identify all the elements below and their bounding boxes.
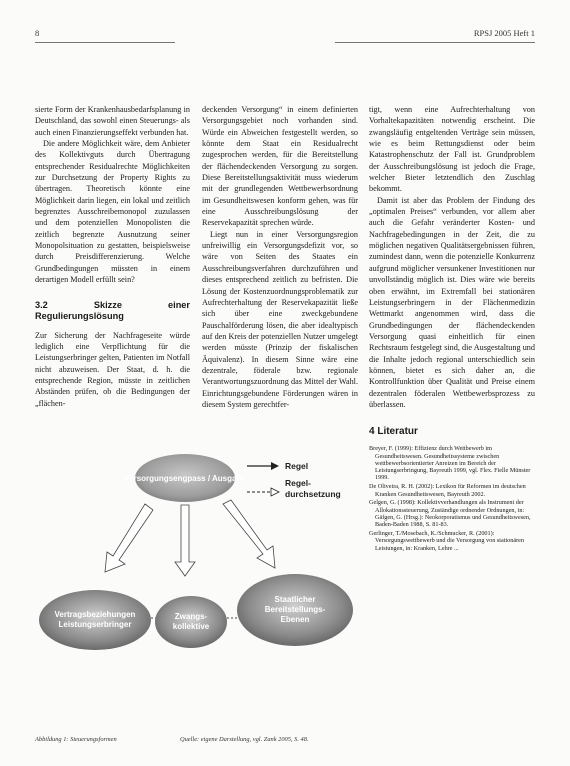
text-column-3 [369,104,535,553]
legend-enforcement-arrowhead [271,488,279,496]
header-rule-left [35,42,175,43]
node-staatlicher-label-3: Ebenen [280,615,310,624]
arrow-to-middle [175,505,195,576]
text-column-1 [35,104,190,409]
text-column-2 [202,104,358,410]
node-zwangskollektive-label-2: kollektive [172,622,210,631]
reference-entry: Gerlinger, T./Mosebach, K./Schmucker, R. (2001): Versorgungswettbewerb und die Versorgung von stationären Leistungen, in: Kranken, Lehre ... [369,530,524,552]
node-zwangskollektive-label-1: Zwangs- [174,612,208,621]
legend-enforcement-label-2: durchsetzung [285,489,341,499]
page-number: 8 [35,28,40,38]
header-rule-right [335,42,535,43]
paragraph: Liegt nun in einer Versorgungsregion unfreiwillig ein Versorgungsdefizit vor, so wäre von Seiten des Staates ein Ausschreibungsverfahren durchzuführen und dieses entsprechend zeitlich zu befristen. Die Lösung der Kostenzuordnungsproblematik zur Aufrechterhaltung der Reservekapazität ließe sich über eine zweckgebundene Pauschalförderung lösen, die aber idealtypisch auf den Kreis der potenziellen Nutzer umgelegt werden müsste (Prinzip der fiskalischen Äquivalenz). In diesem Sinne wäre eine dezentrale, föderale bzw. regionale Verantwortungszuordnung das Mittel der Wahl. Einrichtungsgebundene Förderungen wären in diesem System gerechtfer- [202,229,358,409]
node-staatlicher-label-1: Staatlicher [274,595,316,604]
paragraph: Damit ist aber das Problem der Findung des „optimalen Preises“ verbunden, vor allem aber auch die Gefahr veränderter Kosten- und Nachfragebedingungen in der Zeit, die zu möglichen negativen Qualitätsergebnissen führen, zumindest dann, wenn die potenzielle Konkurrenz aufgrund möglicher versunkener Investitionen nur unvollständig möglich ist. Dies wäre wie bereits oben erwähnt, im Extremfall bei stationären Leistungserbringern in der Flächenmedizin Wettmarkt angenommen wird, dass die Grundbedingungen der flächendeckenden Versorgung quasi einheitlich für einen Rechtsraum festgelegt sind, die Ausgestaltung und die Inhalte jedoch regional unterschiedlich sein können, bietet es sich daher an, die Kontrollfunktion über Qualität und Preise einem dezentralen föderalen Wettbewerbsprozess zu überlassen. [369,195,535,409]
paragraph: tigt, wenn eine Aufrechterhaltung von Vorhaltekapazitäten notwendig erscheint. Die zwangsläufig entgeltenden Verträge sein müssen, wie es beim Rettungsdienst oder beim Katastrophenschutz der Fall ist. Grundproblem der Ausschreibungslösung ist jedoch die Frage, welcher Bieter letztendlich den Zuschlag bekommt. [369,105,535,194]
paragraph: sierte Form der Krankenhausbedarfsplanung in Deutschland, das sowohl einen Steuerungs- als auch einen Finanzierungseffekt verbunden hat. [35,105,190,137]
caption-source: Quelle: eigene Darstellung, vgl. Zank 2005, S. 48. [180,736,309,743]
legend-enforcement-label: Regel- [285,478,311,488]
figure-diagram [35,430,360,730]
reference-entry: De Oliveira, R. H. (2002): Lexikon für Reformen im deutschen Kranken Gesundheitswesen, Bayreuth 2002. [369,483,526,498]
journal-title: RPSJ 2005 Heft 1 [473,28,535,38]
section-heading: 3.2 Skizze einer Regulierungslösung [35,299,190,321]
reference-entry: Gelgen, G. (1998): Kollektivverhandlungen als Instrument der Allokationssteuerung, Zuständige ordnender Ordnungen, in: Gäfgen, G. (Hrsg.): Neokorporatismus und Gesundheitswesen, Baden-Baden 1988, S. 81-83. [369,499,531,529]
top-node-label: Versorgungsengpass / Ausgabe [124,474,246,483]
caption-title: Abbildung 1: Steuerungsformen [35,736,117,743]
section-heading: 4 Literatur [369,426,418,438]
reference-entry: Breyer, F. (1999): Effizienz durch Wettbewerb im Gesundheitswesen. Gesundheitssysteme zwischen wettbewerbsorientierter Anreizen im Bereich der Leistungserbringung, Bayreuth 1999, vgl. Flex. Fielle Münster 1999. [369,445,531,482]
reference-list [369,445,535,552]
node-vertragsbeziehungen-label-1: Vertragsbeziehungen [54,610,136,619]
arrow-to-right [223,500,275,568]
node-staatlicher-label-2: Bereitstellungs- [264,605,326,614]
paragraph: Zur Sicherung der Nachfrageseite würde lediglich eine Verpflichtung für die Leistungserbringer gelten, Patienten im Notfall nicht abzuweisen. Der Staat, d. h. die entsprechende Region, müsste in zeitlichen Abständen prüfen, ob die Bedingungen der „flächen- [35,330,190,408]
page-header [35,28,535,42]
node-vertragsbeziehungen-label-2: Leistungserbringer [58,620,132,629]
paragraph: deckenden Versorgung“ in einem definierten Versorgungsgebiet noch vorhanden sind. Würde ein Abweichen festgestellt werden, so könnte dem Staat ein Residualrecht zugesprochen werden, für die Bereitstellung der flächendeckenden Versorgung zu sorgen. Diese Bereitstellungsaktivität muss wiederum mit der grundlegenden Wettbewerbsordnung im Gesundheitswesen konform gehen, was für eine Ausschreibungslösung der Reservekapazität sprechen würde. [202,105,358,228]
legend-rule-arrowhead [271,462,279,470]
paragraph: Die andere Möglichkeit wäre, dem Anbieter des Kollektivguts durch Übertragung entsprechender Residualrechte Möglichkeiten zur Durchsetzung der Property Rights zu übertragen. Theoretisch könnte eine Möglichkeit darin liegen, ein lokal und zeitlich begrenztes Ausschreibemonopol zuzulassen und dem potenziellen Monopolisten die zeitlich begrenzte Ausnutzung seiner Monopolsituation zu gestatten, beispielsweise durch Preisdifferenzierung. Welche Grundbedingungen müssten in einem derartigen Modell erfüllt sein? [35,139,190,285]
arrow-to-left [105,504,153,572]
legend-rule-label: Regel [285,461,309,471]
figure-steuerungsformen [35,430,360,730]
